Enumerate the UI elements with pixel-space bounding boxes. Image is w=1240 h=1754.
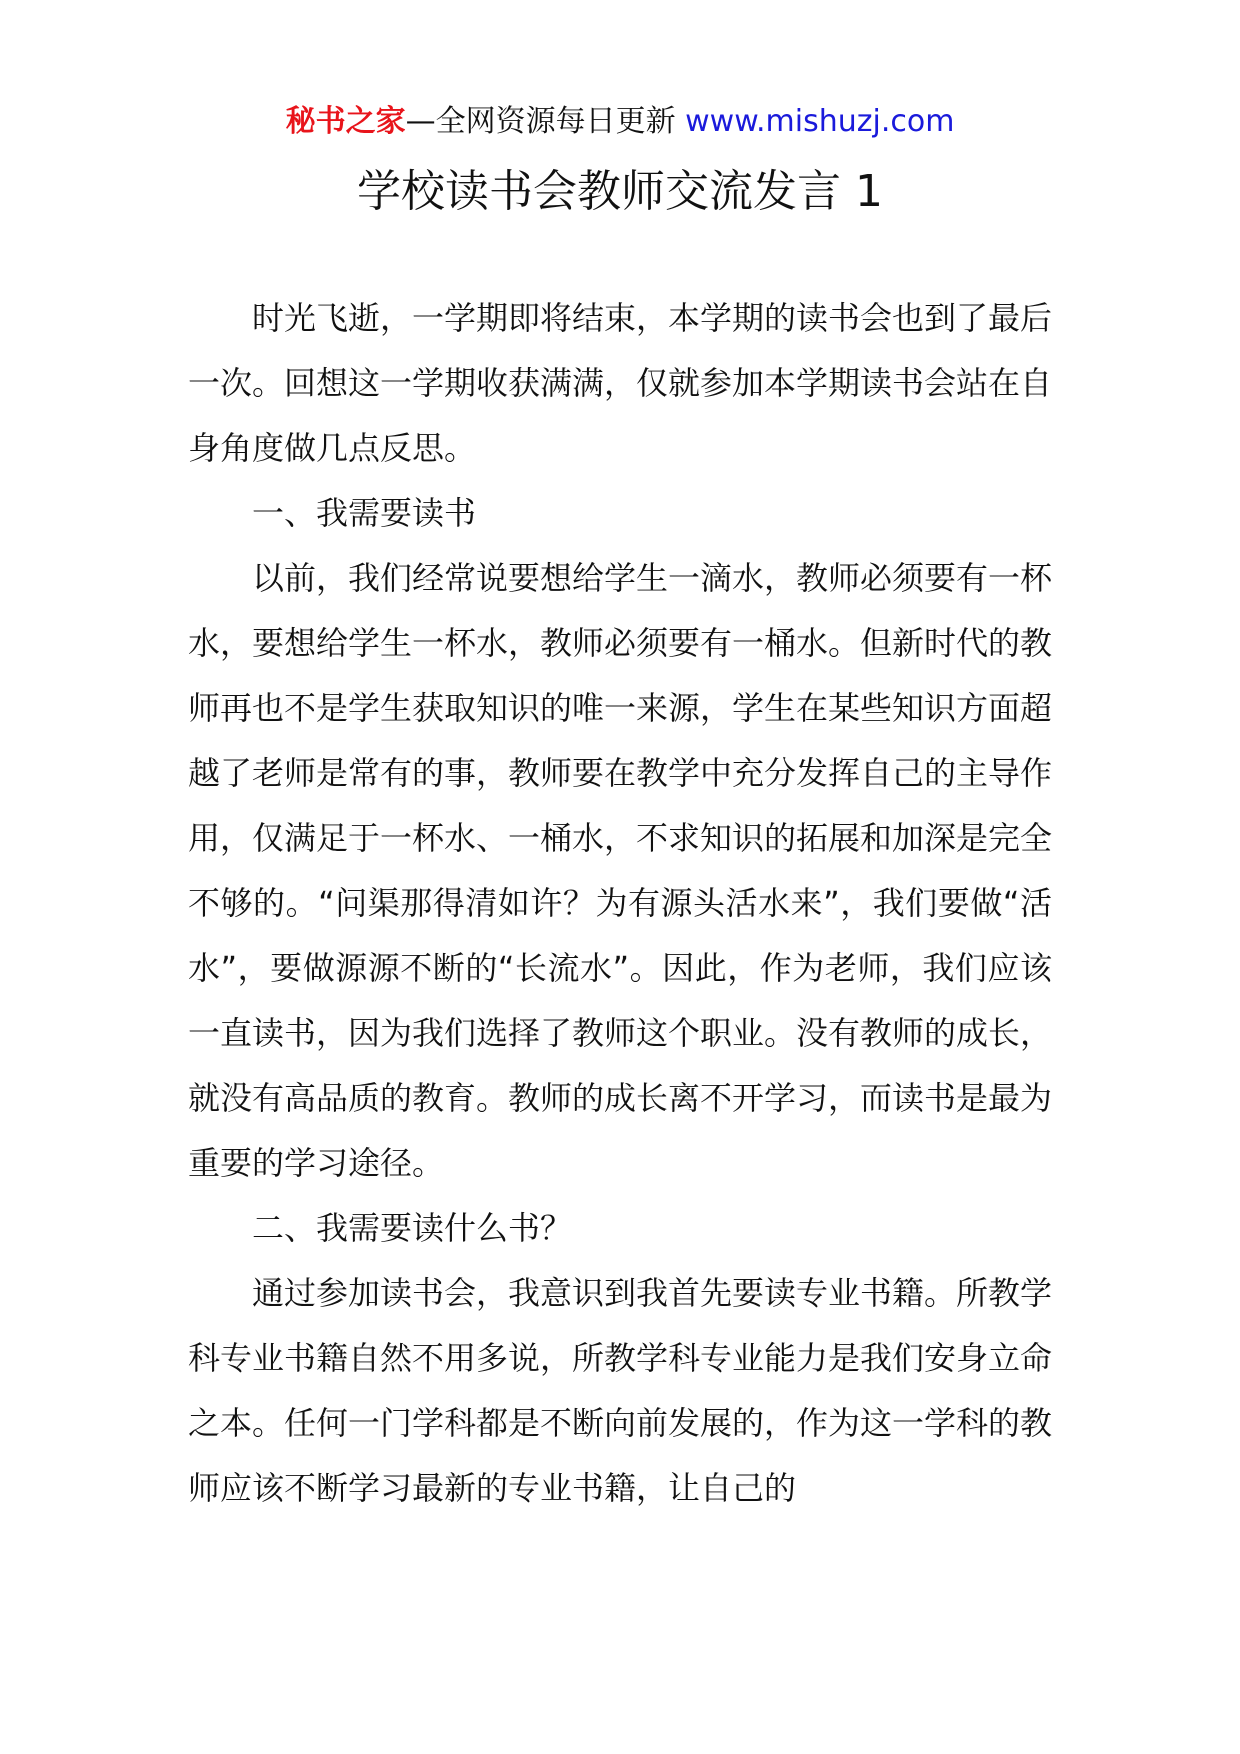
- document-body: [188, 286, 1052, 1521]
- site-url-link[interactable]: www.mishuzj.com: [685, 104, 955, 139]
- site-brand: 秘书之家: [285, 104, 406, 139]
- site-slogan: —全网资源每日更新: [405, 104, 676, 139]
- document-title: 学校读书会教师交流发言 1: [357, 166, 883, 217]
- paragraph-section-2: 通过参加读书会，我意识到我首先要读专业书籍。所教学科专业书籍自然不用多说，所教学科专业能力是我们安身立命之本。任何一门学科都是不断向前发展的，作为这一学科的教师应该不断学习最新的专业书籍，让自己的: [188, 1274, 1053, 1507]
- section-heading-1: 一、我需要读书: [252, 494, 477, 532]
- site-header: [0, 102, 1240, 142]
- paragraph-section-1: 以前，我们经常说要想给学生一滴水，教师必须要有一杯水，要想给学生一杯水，教师必须要有一桶水。但新时代的教师再也不是学生获取知识的唯一来源，学生在某些知识方面超越了老师是常有的事，教师要在教学中充分发挥自己的主导作用，仅满足于一杯水、一桶水，不求知识的拓展和加深是完全不够的。“问渠那得清如许？为有源头活水来”，我们要做“活水”，要做源源不断的“长流水”。因此，作为老师，我们应该一直读书，因为我们选择了教师这个职业。没有教师的成长，就没有高品质的教育。教师的成长离不开学习，而读书是最为重要的学习途径。: [188, 559, 1053, 1182]
- section-heading-2: 二、我需要读什么书？: [252, 1209, 573, 1247]
- paragraph-intro: 时光飞逝，一学期即将结束，本学期的读书会也到了最后一次。回想这一学期收获满满，仅就参加本学期读书会站在自身角度做几点反思。: [188, 299, 1053, 467]
